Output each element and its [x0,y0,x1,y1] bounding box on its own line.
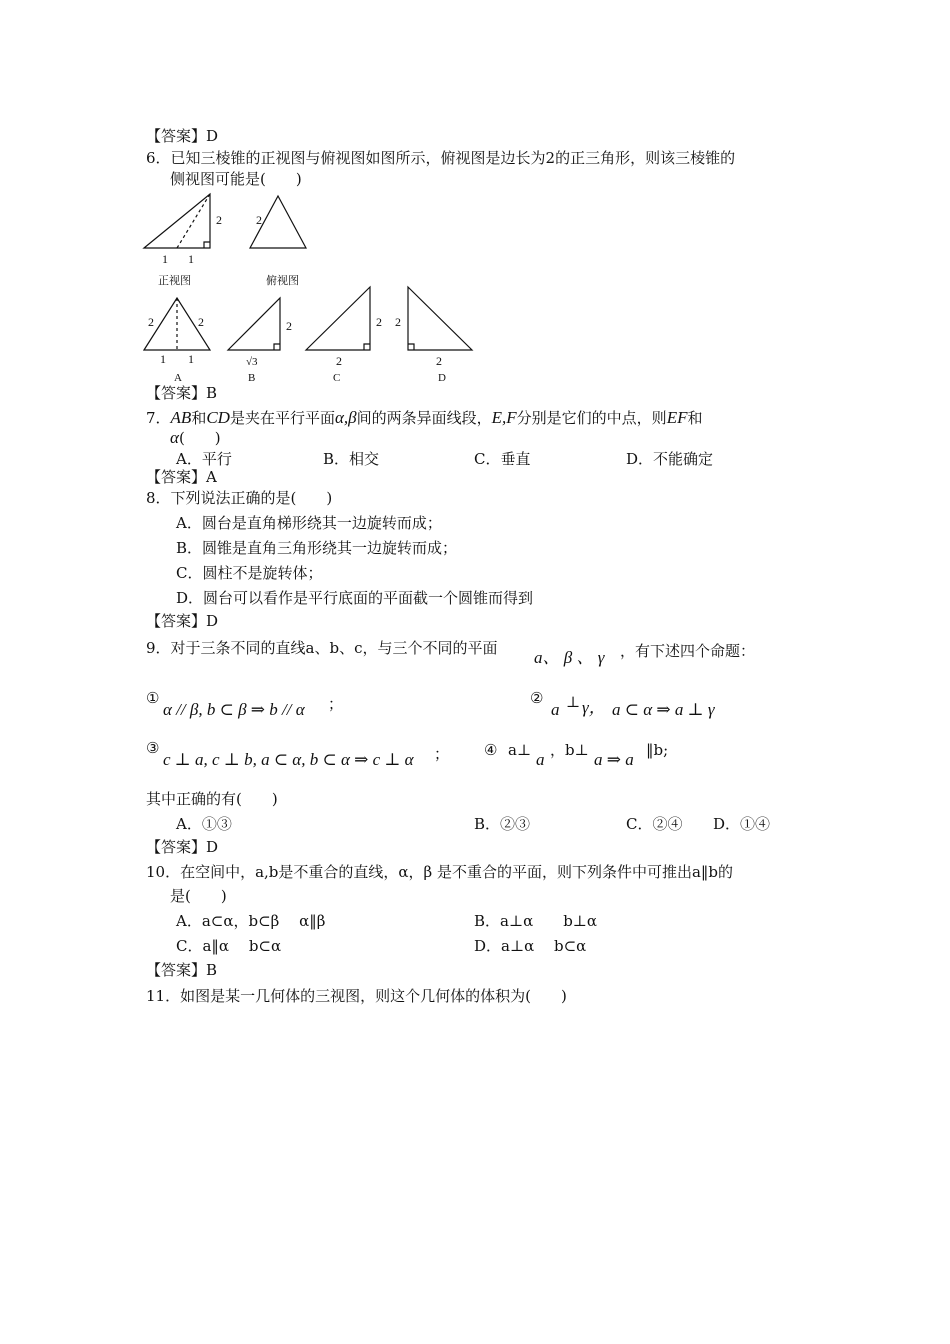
q10-option-c: C．a‖α b⊂α [176,937,282,955]
answer-5: 【答案】D [146,127,219,145]
svg-text:1: 1 [188,252,194,266]
answer-10: 【答案】B [146,961,218,979]
svg-text:C: C [333,372,341,384]
prop-1: α // β, b ⊂ β ⇒ b // α [163,700,305,719]
svg-text:2: 2 [436,354,442,368]
question-7-stem-2: α( ) [170,428,221,447]
question-10-line-2: 是( ) [170,887,227,905]
q9-planes: a、 β 、 γ [534,648,605,667]
prop-4-a: a⊥ [508,741,532,759]
q9-option-a: A．①③ [176,815,232,833]
svg-text:1: 1 [160,352,166,366]
svg-text:A: A [174,372,182,384]
prop-4-number: ④ [484,741,498,759]
q10-option-a: A．a⊂α，b⊂β α‖β [176,912,326,930]
question-6-figure [140,190,480,390]
answer-7: 【答案】A [146,468,217,486]
question-8-stem: 8．下列说法正确的是( ) [146,489,333,507]
svg-text:2: 2 [216,213,222,227]
q8-option-a: A．圆台是直角梯形绕其一边旋转而成； [176,514,442,532]
svg-text:2: 2 [286,319,292,333]
q9-tail: ，有下述四个命题： [620,642,756,660]
prop-3: c ⊥ a, c ⊥ b, a ⊂ α, b ⊂ α ⇒ c ⊥ α [163,750,414,769]
question-9-stem: 9．对于三条不同的直线a、b、c，与三个不同的平面 [146,639,498,657]
q7-option-d: D．不能确定 [626,450,714,468]
q9-option-d: D．①④ [713,815,771,833]
answer-8: 【答案】D [146,612,219,630]
svg-text:1: 1 [162,252,168,266]
svg-text:正视图: 正视图 [158,275,191,287]
svg-text:2: 2 [336,354,342,368]
question-10-line-1: 10．在空间中，a,b是不重合的直线，α，β 是不重合的平面，则下列条件中可推出a‖b的 [146,863,734,881]
front-view-dashed-line [177,194,210,248]
prop-2-number: ② [530,689,544,707]
svg-text:2: 2 [256,213,262,227]
q9-option-b: B．②③ [474,815,531,833]
svg-text:俯视图: 俯视图 [266,275,299,287]
prop-2-gamma: γ， [582,698,606,717]
prop-3-number: ③ [146,739,160,757]
answer-9: 【答案】D [146,838,219,856]
prop-2-rest: a ⊂ α ⇒ a ⊥ γ [612,700,715,719]
svg-text:2: 2 [395,315,401,329]
prop-2-a: a [551,700,560,719]
q9-which: 其中正确的有( ) [146,790,278,808]
front-view-triangle [144,194,210,248]
prop-4-end: ‖b; [646,741,669,759]
svg-text:B: B [248,372,256,384]
svg-text:1: 1 [188,352,194,366]
q10-option-d: D．a⊥α b⊂α [474,937,587,955]
option-b-triangle [228,298,280,350]
q7-option-b: B．相交 [323,450,380,468]
q9-option-c: C．②④ [626,815,683,833]
svg-text:√3: √3 [246,356,258,368]
prop-3-semicolon: ； [434,745,450,763]
prop-4-b: ，b⊥ [550,741,589,759]
answer-6: 【答案】B [146,384,218,402]
q8-option-d: D．圆台可以看作是平行底面的平面截一个圆锥而得到 [176,589,534,607]
svg-text:2: 2 [198,315,204,329]
question-6-line-1: 6．已知三棱锥的正视图与俯视图如图所示，俯视图是边长为2的正三角形，则该三棱锥的 [146,149,736,167]
q10-option-b: B．a⊥α b⊥α [474,912,598,930]
question-11-stem: 11．如图是某一几何体的三视图，则这个几何体的体积为( ) [146,987,567,1005]
q7-option-a: A．平行 [176,450,232,468]
svg-text:D: D [438,372,446,384]
prop-1-semicolon: ； [328,695,344,713]
option-c-triangle [306,287,370,350]
prop-1-number: ① [146,689,160,707]
question-7-stem: 7．AB和CD是夹在平行平面α,β间的两条异面线段，E,F分别是它们的中点，则EF和 [146,408,703,427]
question-6-line-2: 侧视图可能是( ) [170,170,302,188]
option-d-triangle [408,287,472,350]
q8-option-b: B．圆锥是直角三角形绕其一边旋转而成； [176,539,458,557]
prop-2-perp: ⊥ [566,693,581,711]
q7-option-c: C．垂直 [474,450,531,468]
svg-text:2: 2 [376,315,382,329]
svg-text:2: 2 [148,315,154,329]
prop-4-implies: a ⇒ a [594,750,634,769]
q8-option-c: C．圆柱不是旋转体； [176,564,323,582]
prop-4-alpha: a [536,750,545,769]
